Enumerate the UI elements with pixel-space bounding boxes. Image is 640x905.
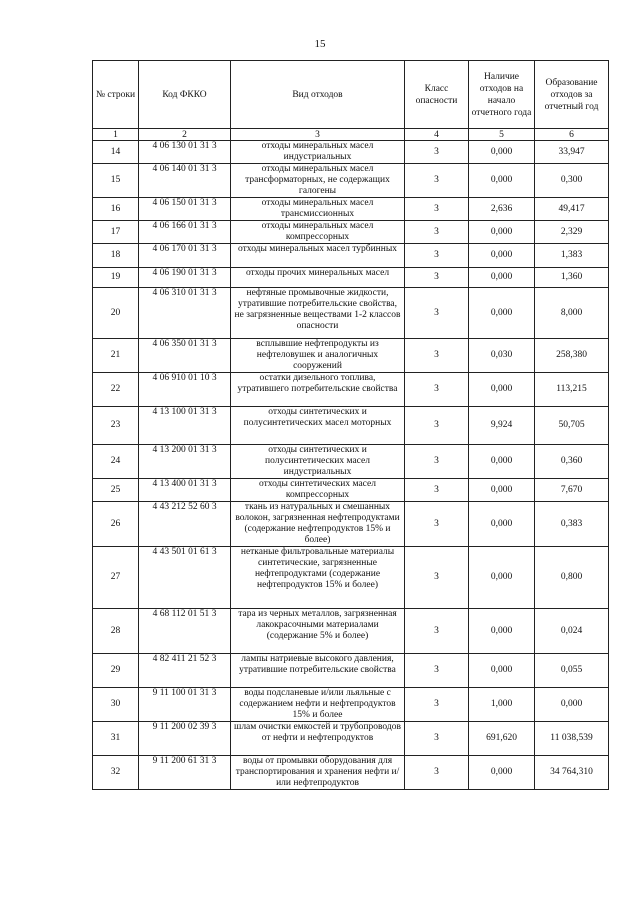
header-row-number: № строки [93, 61, 139, 129]
fkko-code-cell: 9 11 200 02 39 3 [139, 722, 231, 756]
generated-cell: 0,300 [535, 164, 609, 198]
hazard-class-cell: 3 [405, 244, 469, 268]
fkko-code-cell: 4 13 100 01 31 3 [139, 407, 231, 445]
generated-cell: 0,383 [535, 502, 609, 547]
table-row [93, 502, 609, 547]
generated-cell: 0,055 [535, 654, 609, 688]
waste-type-cell: отходы минеральных масел турбинных [231, 244, 405, 268]
row-number-cell: 18 [93, 244, 139, 268]
hazard-class-cell: 3 [405, 479, 469, 502]
fkko-code-cell: 4 43 212 52 60 3 [139, 502, 231, 547]
fkko-code-cell: 4 06 166 01 31 3 [139, 221, 231, 244]
start-balance-cell: 0,000 [469, 609, 535, 654]
table-row [93, 221, 609, 244]
header-fkko-code: Код ФККО [139, 61, 231, 129]
hazard-class-cell: 3 [405, 407, 469, 445]
row-number-cell: 22 [93, 373, 139, 407]
column-number: 3 [231, 129, 405, 141]
generated-cell: 0,800 [535, 547, 609, 609]
waste-type-cell: шлам очистки емкостей и трубопроводов от нефти и нефтепродуктов [231, 722, 405, 756]
table-row [93, 141, 609, 164]
waste-type-cell: всплывшие нефтепродукты из нефтеловушек и аналогичных сооружений [231, 339, 405, 373]
row-number-cell: 32 [93, 756, 139, 790]
waste-type-cell: отходы минеральных масел индустриальных [231, 141, 405, 164]
hazard-class-cell: 3 [405, 722, 469, 756]
fkko-code-cell: 4 06 130 01 31 3 [139, 141, 231, 164]
start-balance-cell: 9,924 [469, 407, 535, 445]
table-row [93, 445, 609, 479]
generated-cell: 0,360 [535, 445, 609, 479]
table-row [93, 688, 609, 722]
row-number-cell: 14 [93, 141, 139, 164]
generated-cell: 50,705 [535, 407, 609, 445]
column-number: 4 [405, 129, 469, 141]
hazard-class-cell: 3 [405, 164, 469, 198]
waste-type-cell: тара из черных металлов, загрязненная лакокрасочными материалами (содержание 5% и более) [231, 609, 405, 654]
table-row [93, 244, 609, 268]
fkko-code-cell: 4 13 400 01 31 3 [139, 479, 231, 502]
start-balance-cell: 0,000 [469, 244, 535, 268]
table-row [93, 268, 609, 288]
hazard-class-cell: 3 [405, 654, 469, 688]
start-balance-cell: 0,000 [469, 654, 535, 688]
start-balance-cell: 691,620 [469, 722, 535, 756]
start-balance-cell: 0,030 [469, 339, 535, 373]
row-number-cell: 25 [93, 479, 139, 502]
row-number-cell: 23 [93, 407, 139, 445]
table-row [93, 339, 609, 373]
table-row [93, 407, 609, 445]
fkko-code-cell: 4 82 411 21 52 3 [139, 654, 231, 688]
table-row [93, 609, 609, 654]
column-number: 2 [139, 129, 231, 141]
waste-type-cell: отходы прочих минеральных масел [231, 268, 405, 288]
fkko-code-cell: 4 06 140 01 31 3 [139, 164, 231, 198]
generated-cell: 34 764,310 [535, 756, 609, 790]
generated-cell: 49,417 [535, 198, 609, 221]
row-number-cell: 16 [93, 198, 139, 221]
row-number-cell: 24 [93, 445, 139, 479]
page-number: 15 [314, 38, 326, 50]
start-balance-cell: 1,000 [469, 688, 535, 722]
hazard-class-cell: 3 [405, 502, 469, 547]
waste-type-cell: отходы минеральных масел трансформаторных, не содержащих галогены [231, 164, 405, 198]
hazard-class-cell: 3 [405, 141, 469, 164]
column-number-row [93, 129, 609, 141]
fkko-code-cell: 9 11 100 01 31 3 [139, 688, 231, 722]
row-number-cell: 20 [93, 288, 139, 339]
start-balance-cell: 0,000 [469, 141, 535, 164]
column-number: 5 [469, 129, 535, 141]
hazard-class-cell: 3 [405, 756, 469, 790]
waste-type-cell: отходы синтетических масел компрессорных [231, 479, 405, 502]
header-start-balance: Наличие отходов на начало отчетного года [469, 61, 535, 129]
start-balance-cell: 0,000 [469, 479, 535, 502]
start-balance-cell: 2,636 [469, 198, 535, 221]
fkko-code-cell: 4 06 190 01 31 3 [139, 268, 231, 288]
start-balance-cell: 0,000 [469, 288, 535, 339]
fkko-code-cell: 4 06 350 01 31 3 [139, 339, 231, 373]
table-row [93, 722, 609, 756]
table-row [93, 164, 609, 198]
row-number-cell: 17 [93, 221, 139, 244]
start-balance-cell: 0,000 [469, 221, 535, 244]
fkko-code-cell: 4 43 501 01 61 3 [139, 547, 231, 609]
start-balance-cell: 0,000 [469, 268, 535, 288]
waste-type-cell: нефтяные промывочные жидкости, утратившие потребительские свойства, не загрязненные веществами 1-2 классов опасности [231, 288, 405, 339]
generated-cell: 113,215 [535, 373, 609, 407]
waste-type-cell: воды от промывки оборудования для транспортирования и хранения нефти и/или нефтепродуктов [231, 756, 405, 790]
row-number-cell: 21 [93, 339, 139, 373]
row-number-cell: 31 [93, 722, 139, 756]
generated-cell: 7,670 [535, 479, 609, 502]
start-balance-cell: 0,000 [469, 502, 535, 547]
generated-cell: 0,000 [535, 688, 609, 722]
header-row [93, 61, 609, 129]
table-body [93, 141, 609, 790]
row-number-cell: 29 [93, 654, 139, 688]
hazard-class-cell: 3 [405, 373, 469, 407]
hazard-class-cell: 3 [405, 547, 469, 609]
fkko-code-cell: 4 13 200 01 31 3 [139, 445, 231, 479]
fkko-code-cell: 4 06 170 01 31 3 [139, 244, 231, 268]
generated-cell: 1,360 [535, 268, 609, 288]
hazard-class-cell: 3 [405, 288, 469, 339]
row-number-cell: 26 [93, 502, 139, 547]
start-balance-cell: 0,000 [469, 373, 535, 407]
table-row [93, 654, 609, 688]
fkko-code-cell: 4 68 112 01 51 3 [139, 609, 231, 654]
row-number-cell: 28 [93, 609, 139, 654]
generated-cell: 33,947 [535, 141, 609, 164]
hazard-class-cell: 3 [405, 221, 469, 244]
column-number: 6 [535, 129, 609, 141]
waste-type-cell: отходы синтетических и полусинтетических масел моторных [231, 407, 405, 445]
fkko-code-cell: 4 06 310 01 31 3 [139, 288, 231, 339]
hazard-class-cell: 3 [405, 198, 469, 221]
waste-type-cell: отходы синтетических и полусинтетических масел индустриальных [231, 445, 405, 479]
hazard-class-cell: 3 [405, 268, 469, 288]
table-row [93, 198, 609, 221]
generated-cell: 11 038,539 [535, 722, 609, 756]
waste-table [92, 60, 609, 790]
row-number-cell: 27 [93, 547, 139, 609]
header-hazard-class: Класс опасности [405, 61, 469, 129]
header-waste-type: Вид отходов [231, 61, 405, 129]
table-row [93, 547, 609, 609]
waste-type-cell: остатки дизельного топлива, утратившего потребительские свойства [231, 373, 405, 407]
start-balance-cell: 0,000 [469, 756, 535, 790]
header-generated: Образование отходов за отчетный год [535, 61, 609, 129]
start-balance-cell: 0,000 [469, 164, 535, 198]
waste-type-cell: отходы минеральных масел трансмиссионных [231, 198, 405, 221]
table-row [93, 288, 609, 339]
row-number-cell: 15 [93, 164, 139, 198]
column-number: 1 [93, 129, 139, 141]
waste-type-cell: отходы минеральных масел компрессорных [231, 221, 405, 244]
start-balance-cell: 0,000 [469, 547, 535, 609]
row-number-cell: 30 [93, 688, 139, 722]
table-row [93, 373, 609, 407]
fkko-code-cell: 9 11 200 61 31 3 [139, 756, 231, 790]
hazard-class-cell: 3 [405, 339, 469, 373]
fkko-code-cell: 4 06 910 01 10 3 [139, 373, 231, 407]
generated-cell: 258,380 [535, 339, 609, 373]
start-balance-cell: 0,000 [469, 445, 535, 479]
waste-type-cell: ткань из натуральных и смешанных волокон, загрязненная нефтепродуктами (содержание нефтепродуктов 15% и более) [231, 502, 405, 547]
fkko-code-cell: 4 06 150 01 31 3 [139, 198, 231, 221]
generated-cell: 2,329 [535, 221, 609, 244]
hazard-class-cell: 3 [405, 688, 469, 722]
generated-cell: 1,383 [535, 244, 609, 268]
row-number-cell: 19 [93, 268, 139, 288]
generated-cell: 0,024 [535, 609, 609, 654]
hazard-class-cell: 3 [405, 445, 469, 479]
waste-type-cell: нетканые фильтровальные материалы синтетические, загрязненные нефтепродуктами (содержание нефтепродуктов 15% и более) [231, 547, 405, 609]
table-row [93, 479, 609, 502]
waste-type-cell: воды подсланевые и/или льяльные с содержанием нефти и нефтепродуктов 15% и более [231, 688, 405, 722]
table-row [93, 756, 609, 790]
waste-type-cell: лампы натриевые высокого давления, утратившие потребительские свойства [231, 654, 405, 688]
hazard-class-cell: 3 [405, 609, 469, 654]
generated-cell: 8,000 [535, 288, 609, 339]
